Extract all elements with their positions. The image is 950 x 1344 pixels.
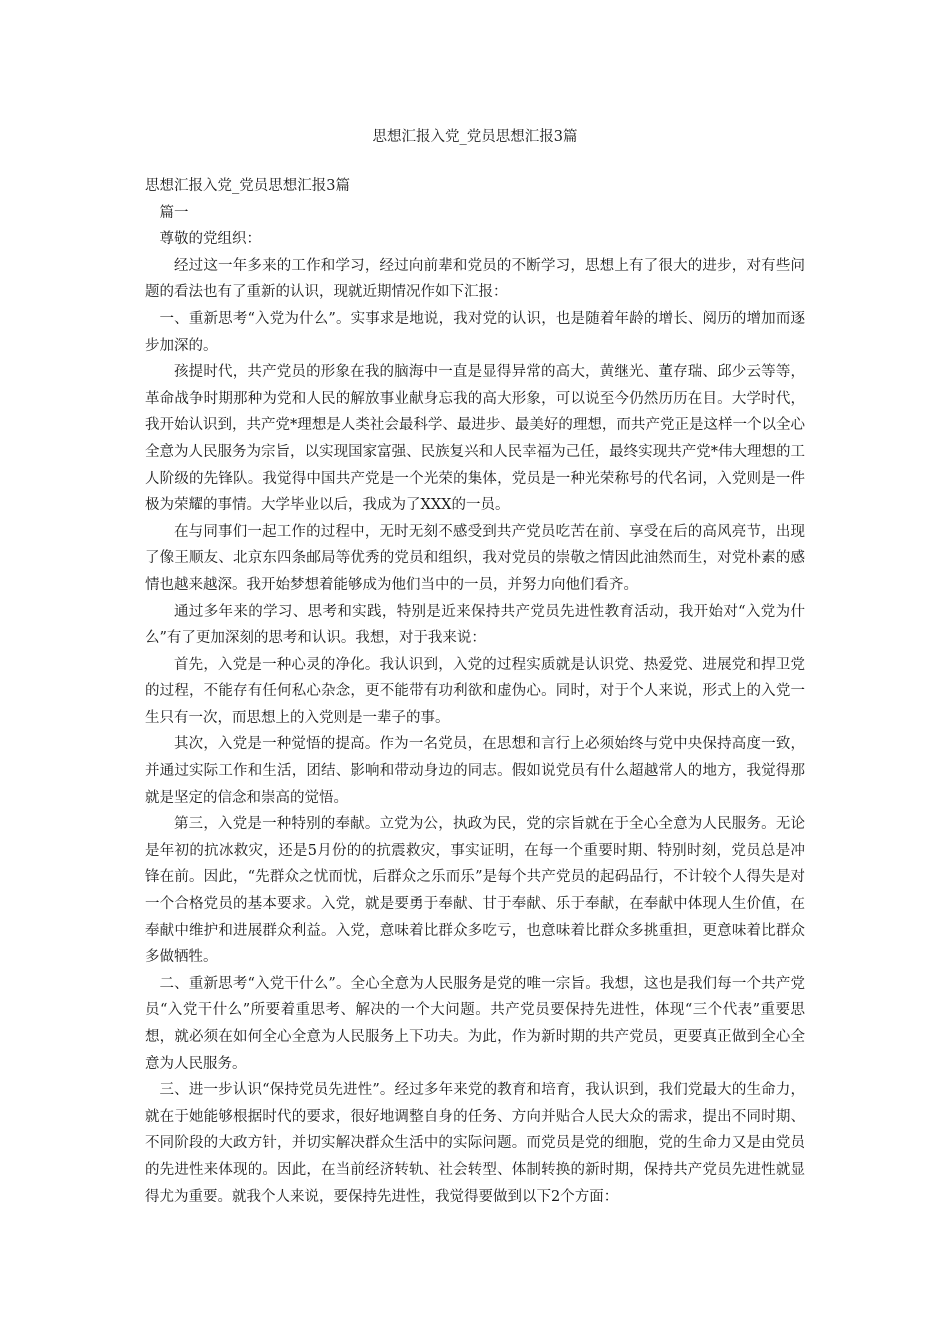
paragraph: 其次，入党是一种觉悟的提高。作为一名党员，在思想和言行上必须始终与党中央保持高度一致，并通过实际工作和生活，团结、影响和带动身边的同志。假如说党员有什么超越常人的地方，我觉得那就是坚定的信念和崇高的觉悟。 xyxy=(145,736,805,806)
paragraph: 经过这一年多来的工作和学习，经过向前辈和党员的不断学习，思想上有了很大的进步，对有些问题的看法也有了重新的认识，现就近期情况作如下汇报： xyxy=(145,257,805,301)
document-body xyxy=(145,173,805,1210)
paragraph: 二、重新思考“入党干什么”。全心全意为人民服务是党的唯一宗旨。我想，这也是我们每一个共产党员“入党干什么”所要着重思考、解决的一个大问题。共产党员要保持先进性，体现“三个代表”重要思想，就必须在如何全心全意为人民服务上下功夫。为此，作为新时期的共产党员，更要真正做到全心全意为人民服务。 xyxy=(145,975,805,1072)
document-title: 思想汇报入党_党员思想汇报3篇 xyxy=(372,129,578,145)
paragraph: 三、进一步认识“保持党员先进性”。经过多年来党的教育和培育，我认识到，我们党最大的生命力，就在于她能够根据时代的要求，很好地调整自身的任务、方向并贴合人民大众的需求，提出不同时期、不同阶段的大政方针，并切实解决群众生活中的实际问题。而党员是党的细胞，党的生命力又是由党员的先进性来体现的。因此，在当前经济转轨、社会转型、体制转换的新时期，保持共产党员先进性就显得尤为重要。就我个人来说，要保持先进性，我觉得要做到以下2个方面： xyxy=(145,1082,805,1205)
paragraph: 第三，入党是一种特别的奉献。立党为公，执政为民，党的宗旨就在于全心全意为人民服务。无论是年初的抗冰救灾，还是5月份的的抗震救灾，事实证明，在每一个重要时期、特别时刻，党员总是冲锋在前。因此，“先群众之忧而忧，后群众之乐而乐”是每个共产党员的起码品行，不计较个人得失是对一个合格党员的基本要求。入党，就是要勇于奉献、甘于奉献、乐于奉献，在奉献中体现人生价值，在奉献中维护和进展群众利益。入党，意味着比群众多吃亏，也意味着比群众多挑重担，更意味着比群众多做牺牲。 xyxy=(145,816,805,966)
paragraph: 通过多年来的学习、思考和实践，特别是近来保持共产党员先进性教育活动，我开始对“入党为什么”有了更加深刻的思考和认识。我想，对于我来说： xyxy=(145,603,805,647)
paragraph: 孩提时代，共产党员的形象在我的脑海中一直是显得异常的高大，黄继光、董存瑞、邱少云等等，革命战争时期那种为党和人民的解放事业献身忘我的高大形象，可以说至今仍然历历在目。大学时代，我开始认识到，共产党*理想是人类社会最科学、最进步、最美好的理想，而共产党正是这样一个以全心全意为人民服务为宗旨，以实现国家富强、民族复兴和人民幸福为己任，最终实现共产党*伟大理想的工人阶级的先锋队。我觉得中国共产党是一个光荣的集体，党员是一种光荣称号的代名词，入党则是一件极为荣耀的事情。大学毕业以后，我成为了XXX的一员。 xyxy=(145,364,805,514)
document-subtitle: 思想汇报入党_党员思想汇报3篇 xyxy=(145,178,350,194)
paragraph: 一、重新思考“入党为什么”。实事求是地说，我对党的认识，也是随着年龄的增长、阅历的增加而逐步加深的。 xyxy=(145,310,805,354)
paragraph: 首先，入党是一种心灵的净化。我认识到，入党的过程实质就是认识党、热爱党、进展党和捍卫党的过程，不能存有任何私心杂念，更不能带有功利欲和虚伪心。同时，对于个人来说，形式上的入党一生只有一次，而思想上的入党则是一辈子的事。 xyxy=(145,656,805,726)
section-heading: 篇一 xyxy=(159,204,189,221)
paragraph: 在与同事们一起工作的过程中，无时无刻不感受到共产党员吃苦在前、享受在后的高风亮节，出现了像王顺友、北京东四条邮局等优秀的党员和组织，我对党员的崇敬之情因此油然而生，对党朴素的感情也越来越深。我开始梦想着能够成为他们当中的一员，并努力向他们看齐。 xyxy=(145,523,805,593)
salutation: 尊敬的党组织： xyxy=(159,231,261,248)
